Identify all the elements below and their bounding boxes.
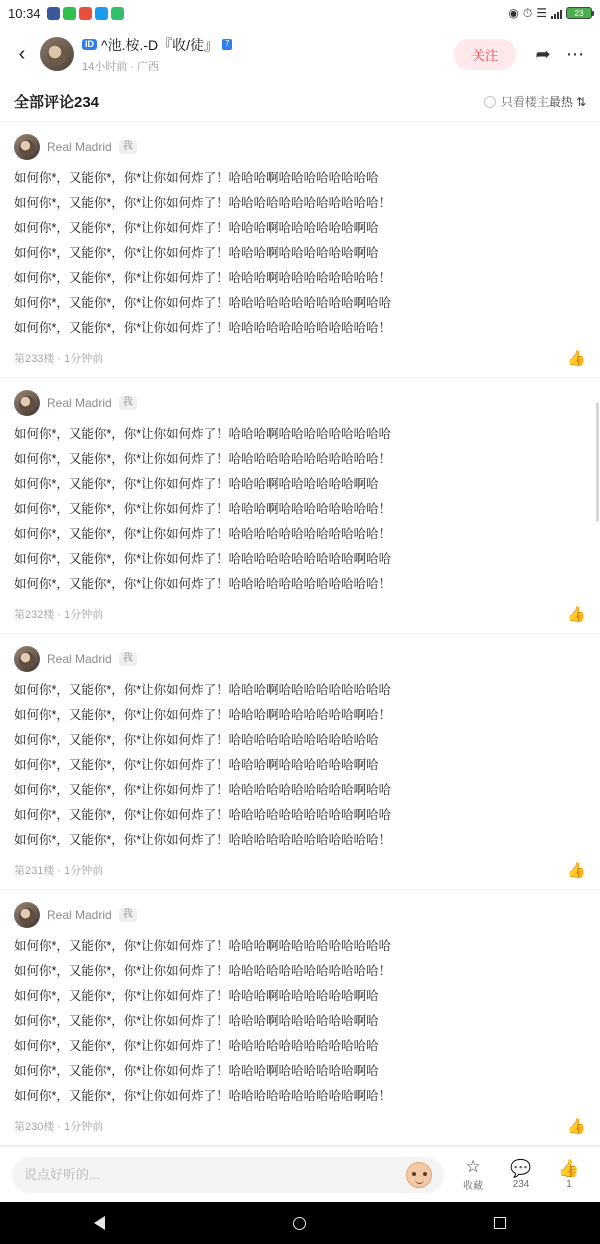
like-count: 1 <box>566 1178 572 1190</box>
username-row <box>82 35 454 55</box>
comment-line: 如何你*，又能你*，你*让你如何炸了！哈哈哈啊哈哈哈哈哈哈啊哈 <box>14 1014 379 1028</box>
like-button[interactable] <box>550 1160 588 1190</box>
eye-icon: ◉ <box>508 6 519 20</box>
page-header <box>0 26 600 82</box>
comment-meta: 第231楼 · 1分钟前 <box>14 865 104 877</box>
comment-text <box>14 422 586 597</box>
self-tag: 我 <box>119 140 137 155</box>
only-owner-label: 只看楼主 <box>500 95 549 109</box>
comment-line: 如何你*，又能你*，你*让你如何炸了！哈哈哈哈哈哈哈哈哈哈啊哈哈 <box>14 808 392 822</box>
comment-input-bar <box>0 1146 600 1202</box>
self-tag: 我 <box>119 396 137 411</box>
id-badge: ID <box>82 39 97 51</box>
self-tag: 我 <box>119 908 137 923</box>
comment-header <box>14 902 586 928</box>
comment-count: 234 <box>512 1178 530 1190</box>
status-time: 10:34 <box>8 5 41 21</box>
nav-home-icon[interactable] <box>293 1217 306 1230</box>
comment-text <box>14 934 586 1109</box>
status-right-icons <box>508 7 592 19</box>
comment-line: 如何你*，又能你*，你*让你如何炸了！哈哈哈啊哈哈哈哈哈哈哈哈哈 <box>14 427 392 441</box>
sort-selector[interactable] <box>549 93 586 110</box>
back-button[interactable]: ‹ <box>18 42 26 65</box>
comment-line: 如何你*，又能你*，你*让你如何炸了！哈哈哈啊哈哈哈哈哈哈啊哈 <box>14 1064 379 1078</box>
comment-line: 如何你*，又能你*，你*让你如何炸了！哈哈哈哈哈哈哈哈哈哈哈哈！ <box>14 452 392 466</box>
comment-text <box>14 678 586 853</box>
comment-item[interactable] <box>0 890 600 1146</box>
comment-line: 如何你*，又能你*，你*让你如何炸了！哈哈哈哈哈哈哈哈哈哈哈哈！ <box>14 577 392 591</box>
comment-line: 如何你*，又能你*，你*让你如何炸了！哈哈哈啊哈哈哈哈哈哈啊哈 <box>14 477 379 491</box>
comment-input[interactable] <box>24 1167 400 1182</box>
header-titles <box>82 35 454 74</box>
comment-line: 如何你*，又能你*，你*让你如何炸了！哈哈哈啊哈哈哈哈哈哈啊哈 <box>14 989 379 1003</box>
alarm-icon: ⏱ <box>522 6 533 20</box>
scrollbar[interactable] <box>596 402 599 522</box>
avatar[interactable] <box>14 390 40 416</box>
star-icon: ☆ <box>465 1156 481 1176</box>
comment-line: 如何你*，又能你*，你*让你如何炸了！哈哈哈哈哈哈哈哈哈哈哈哈 <box>14 733 379 747</box>
comment-line: 如何你*，又能你*，你*让你如何炸了！哈哈哈啊哈哈哈哈哈哈哈哈！ <box>14 502 392 516</box>
avatar[interactable] <box>14 902 40 928</box>
thumbs-up-icon[interactable]: 👍 <box>567 606 586 623</box>
comment-line: 如何你*，又能你*，你*让你如何炸了！哈哈哈啊哈哈哈哈哈哈哈哈哈 <box>14 683 392 697</box>
thumbs-up-icon[interactable]: 👍 <box>567 1118 586 1135</box>
only-owner-toggle[interactable] <box>484 93 549 110</box>
comment-line: 如何你*，又能你*，你*让你如何炸了！哈哈哈哈哈哈哈哈哈哈啊哈哈 <box>14 552 392 566</box>
comment-line: 如何你*，又能你*，你*让你如何炸了！哈哈哈啊哈哈哈哈哈哈哈哈哈 <box>14 939 392 953</box>
comment-line: 如何你*，又能你*，你*让你如何炸了！哈哈哈啊哈哈哈哈哈哈哈哈 <box>14 171 379 185</box>
comments-toolbar <box>0 82 600 122</box>
comment-line: 如何你*，又能你*，你*让你如何炸了！哈哈哈啊哈哈哈哈哈哈啊哈 <box>14 246 379 260</box>
comment-author: Real Madrid <box>47 908 112 922</box>
status-app-icons <box>47 7 124 20</box>
comment-item[interactable] <box>0 634 600 890</box>
nav-recents-icon[interactable] <box>494 1217 506 1229</box>
self-tag: 我 <box>119 652 137 667</box>
comment-meta: 第233楼 · 1分钟前 <box>14 353 104 365</box>
level-badge: 7 <box>222 39 232 50</box>
comment-list[interactable] <box>0 122 600 1146</box>
comment-line: 如何你*，又能你*，你*让你如何炸了！哈哈哈哈哈哈哈哈哈哈哈哈！ <box>14 321 392 335</box>
avatar[interactable] <box>14 134 40 160</box>
comment-line: 如何你*，又能你*，你*让你如何炸了！哈哈哈哈哈哈哈哈哈哈哈哈！ <box>14 196 392 210</box>
thumbs-up-icon[interactable]: 👍 <box>567 862 586 879</box>
comment-header <box>14 390 586 416</box>
avatar[interactable] <box>14 646 40 672</box>
comment-line: 如何你*，又能你*，你*让你如何炸了！哈哈哈哈哈哈哈哈哈哈哈哈！ <box>14 833 392 847</box>
comment-line: 如何你*，又能你*，你*让你如何炸了！哈哈哈哈哈哈哈哈哈哈哈哈！ <box>14 527 392 541</box>
more-icon[interactable]: ⋯ <box>566 43 584 64</box>
comment-footer <box>14 597 586 633</box>
comment-line: 如何你*，又能你*，你*让你如何炸了！哈哈哈啊哈哈哈哈哈哈啊哈 <box>14 221 379 235</box>
comment-line: 如何你*，又能你*，你*让你如何炸了！哈哈哈哈哈哈哈哈哈哈啊哈哈 <box>14 783 392 797</box>
thumbs-up-icon[interactable]: 👍 <box>567 350 586 367</box>
comment-footer <box>14 1109 586 1145</box>
comments-title: 全部评论234 <box>14 94 100 111</box>
comment-line: 如何你*，又能你*，你*让你如何炸了！哈哈哈哈哈哈哈哈哈哈啊哈！ <box>14 1089 392 1103</box>
comment-text <box>14 166 586 341</box>
status-bar <box>0 0 600 26</box>
nav-back-icon[interactable] <box>94 1216 105 1230</box>
comment-item[interactable] <box>0 122 600 378</box>
post-meta: 14小时前 · 广西 <box>82 60 160 73</box>
comment-line: 如何你*，又能你*，你*让你如何炸了！哈哈哈啊哈哈哈哈哈哈啊哈 <box>14 758 379 772</box>
comment-author: Real Madrid <box>47 396 112 410</box>
comment-author: Real Madrid <box>47 652 112 666</box>
collect-label: 收藏 <box>463 1180 483 1192</box>
comment-meta: 第230楼 · 1分钟前 <box>14 1121 104 1133</box>
avatar[interactable] <box>40 37 74 71</box>
comment-footer <box>14 853 586 889</box>
username: ^池.桉.-D『收/徒』 <box>101 36 219 53</box>
signal-icon <box>551 8 562 19</box>
system-navigation-bar <box>0 1202 600 1244</box>
battery-indicator: 23 <box>566 7 592 19</box>
sort-icon: ⇅ <box>575 94 586 109</box>
comment-line: 如何你*，又能你*，你*让你如何炸了！哈哈哈啊哈哈哈哈哈哈啊哈！ <box>14 708 392 722</box>
thumbs-up-icon: 👍 <box>558 1158 580 1178</box>
app-icon-5 <box>111 7 124 20</box>
app-icon-2 <box>63 7 76 20</box>
follow-button[interactable]: 关注 <box>454 39 516 70</box>
comment-line: 如何你*，又能你*，你*让你如何炸了！哈哈哈哈哈哈哈哈哈哈哈哈！ <box>14 964 392 978</box>
comment-line: 如何你*，又能你*，你*让你如何炸了！哈哈哈哈哈哈哈哈哈哈啊哈哈 <box>14 296 392 310</box>
comment-author: Real Madrid <box>47 140 112 154</box>
comment-count-button[interactable] <box>502 1160 540 1190</box>
share-icon[interactable]: ➦ <box>535 43 551 64</box>
app-icon-3 <box>79 7 92 20</box>
comment-footer <box>14 341 586 377</box>
app-icon-1 <box>47 7 60 20</box>
collect-button[interactable] <box>454 1158 492 1192</box>
comment-input-wrapper[interactable] <box>12 1157 444 1193</box>
comment-line: 如何你*，又能你*，你*让你如何炸了！哈哈哈哈哈哈哈哈哈哈哈哈 <box>14 1039 379 1053</box>
comment-header <box>14 646 586 672</box>
comment-header <box>14 134 586 160</box>
comment-line: 如何你*，又能你*，你*让你如何炸了！哈哈哈啊哈哈哈哈哈哈哈哈！ <box>14 271 392 285</box>
sort-label: 最热 <box>548 95 573 109</box>
emoji-face-icon[interactable] <box>406 1162 432 1188</box>
radio-icon[interactable] <box>484 96 496 108</box>
comment-meta: 第232楼 · 1分钟前 <box>14 609 104 621</box>
wifi-icon: ☰ <box>536 6 547 20</box>
comment-icon: 💬 <box>510 1158 532 1178</box>
app-icon-4 <box>95 7 108 20</box>
comment-item[interactable] <box>0 378 600 634</box>
